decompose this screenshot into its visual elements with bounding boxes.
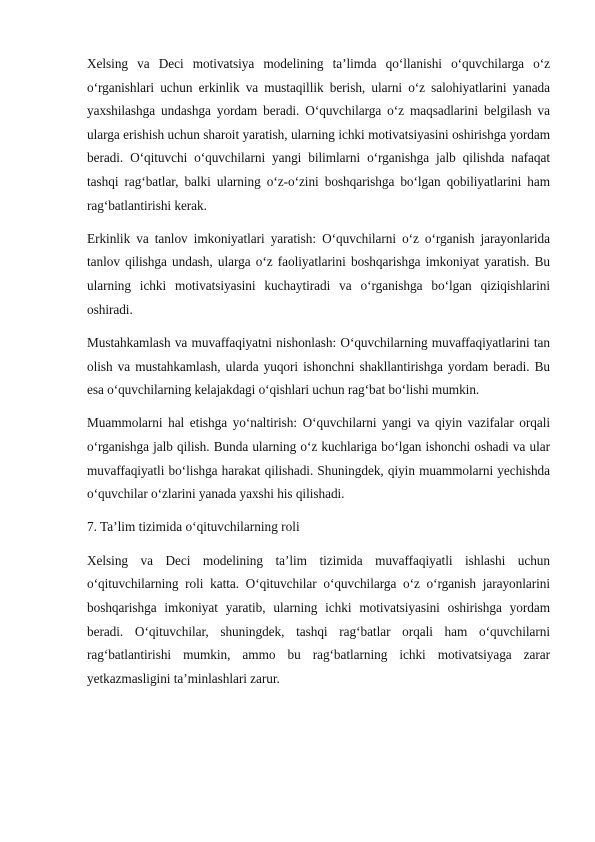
- document-page: [87, 52, 550, 700]
- paragraph-motivation-model: Xelsing va Deci motivatsiya modelining ta’limda qo‘llanishi o‘quvchilarga o‘z o‘rganishlari uchun erkinlik va mustaqillik berish, ularni o‘z salohiyatlarini yanada yaxshilashga undashga yordam beradi. O‘quvchilarga o‘z maqsadlarini belgilash va ularga erishish uchun sharoit yaratish, ularning ichki motivatsiyasini oshirishga yordam beradi. O‘qituvchi o‘quvchilarni yangi bilimlarni o‘rganishga jalb qilishda nafaqat tashqi rag‘batlar, balki ularning o‘z-o‘zini boshqarishga bo‘lgan qobiliyatlarini ham rag‘batlantirishi kerak.: [87, 56, 550, 213]
- paragraph-problem-solving: Muammolarni hal etishga yo‘naltirish: O‘quvchilarni yangi va qiyin vazifalar orqali o‘rganishga jalb qilish. Bunda ularning o‘z kuchlariga bo‘lgan ishonchi oshadi va ular muvaffaqiyatli bo‘lishga harakat qilishadi. Shuningdek, qiyin muammolarni yechishda o‘quvchilar o‘zlarini yanada yaxshi his qilishadi.: [87, 415, 550, 502]
- section-heading: 7. Ta’lim tizimida o‘qituvchilarning roli: [87, 519, 300, 535]
- paragraph-reinforcement-success: Mustahkamlash va muvaffaqiyatni nishonlash: O‘quvchilarning muvaffaqiyatlarini tan olish va mustahkamlash, ularda yuqori ishonchni shakllantirishga yordam beradi. Bu esa o‘quvchilarning kelajakdagi o‘qishlari uchun rag‘bat bo‘lishi mumkin.: [87, 334, 550, 398]
- paragraph-teacher-role: Xelsing va Deci modelining ta’lim tizimida muvaffaqiyatli ishlashi uchun o‘qituvchilarning roli katta. O‘qituvchilar o‘quvchilarga o‘z o‘rganish jarayonlarini boshqarishga imkoniyat yaratib, ularning ichki motivatsiyasini oshirishga yordam beradi. O‘qituvchilar, shuningdek, tashqi rag‘batlar orqali ham o‘quvchilarni rag‘batlantirishi mumkin, ammo bu rag‘batlarning ichki motivatsiyaga zarar yetkazmasligini ta’minlashlari zarur.: [87, 552, 550, 686]
- paragraph-freedom-and-choice: Erkinlik va tanlov imkoniyatlari yaratish: O‘quvchilarni o‘z o‘rganish jarayonlarida tanlov qilishga undash, ularga o‘z faoliyatlarini boshqarishga imkoniyat yaratish. Bu ularning ichki motivatsiyasini kuchaytiradi va o‘rganishga bo‘lgan qiziqishlarini oshiradi.: [87, 230, 550, 317]
